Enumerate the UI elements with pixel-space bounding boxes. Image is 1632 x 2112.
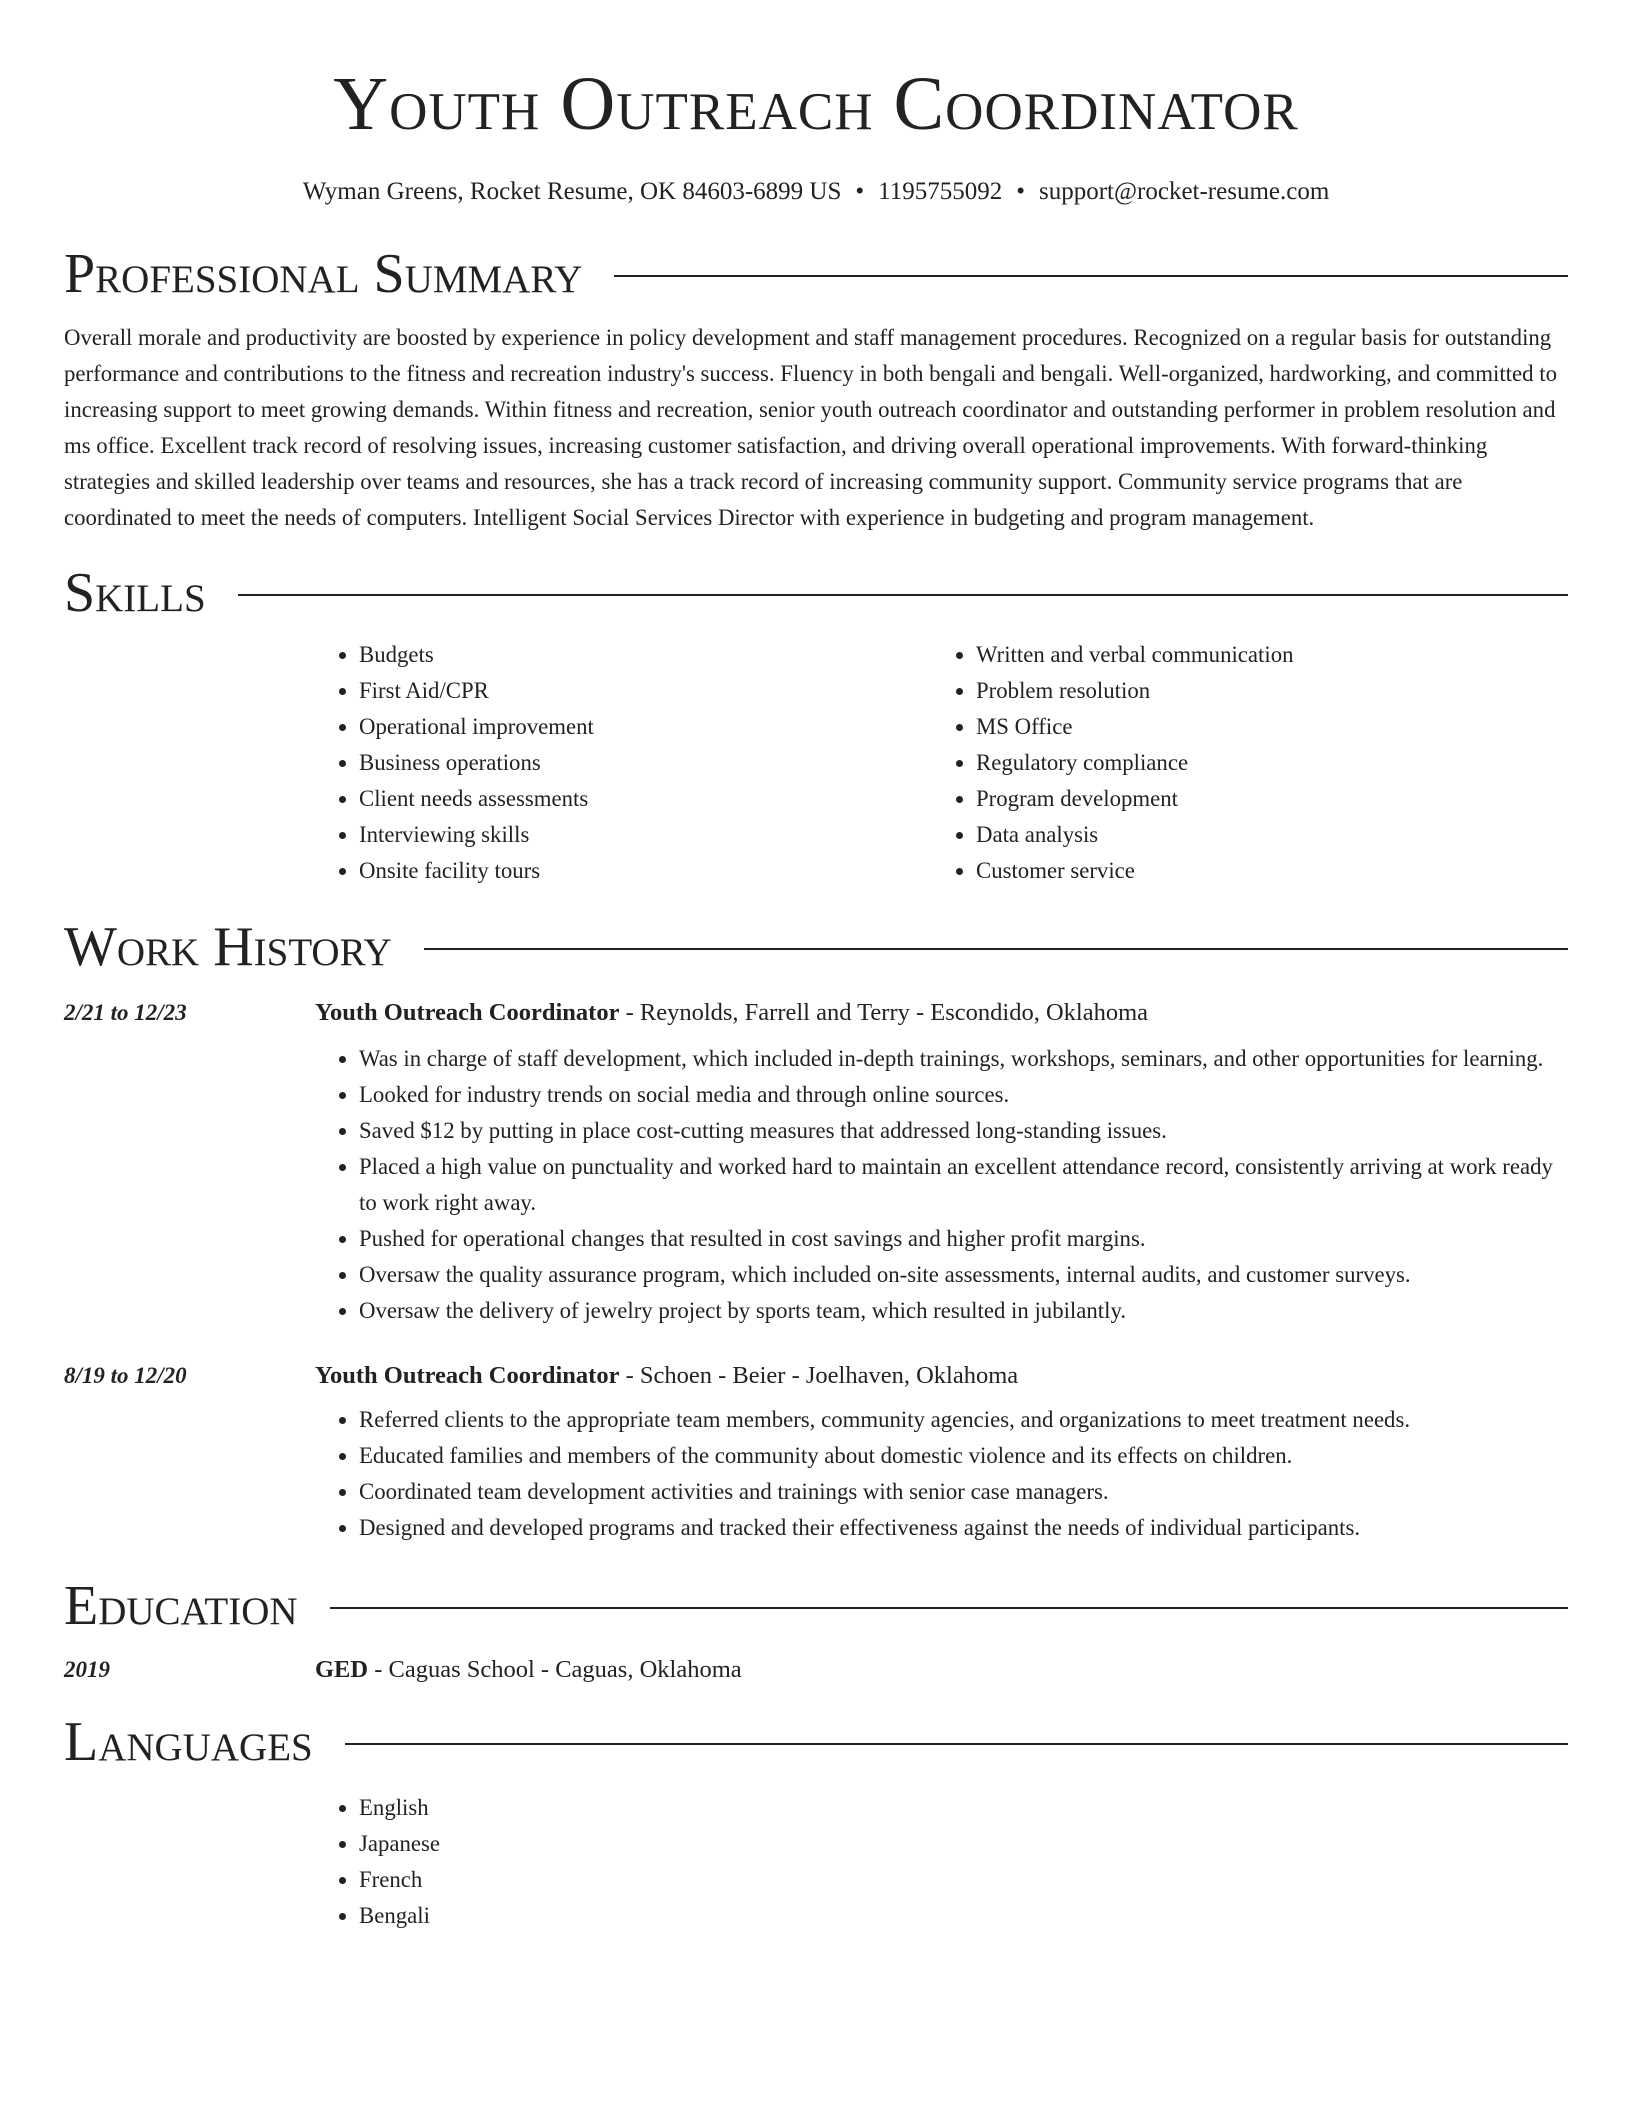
contact-address: Wyman Greens, Rocket Resume, OK 84603-6899 US xyxy=(302,178,842,205)
section-divider xyxy=(614,275,1568,277)
job-title: Youth Outreach Coordinator xyxy=(315,1362,620,1389)
job-bullet: • Referred clients to the appropriate team members, community agencies, and organizations to meet treatment needs. xyxy=(359,1402,1568,1438)
language-item: • French xyxy=(359,1862,1568,1898)
skill-item: • Interviewing skills xyxy=(359,817,932,853)
education-school: - Caguas School - Caguas, Oklahoma xyxy=(368,1656,742,1683)
skill-item: • Problem resolution xyxy=(976,673,1568,709)
job-bullet: • Educated families and members of the community about domestic violence and its effects on children. xyxy=(359,1438,1568,1474)
resume-title: Youth Outreach Coordinator xyxy=(333,62,1299,146)
section-divider xyxy=(345,1743,1568,1745)
languages-list xyxy=(315,1790,1568,1934)
education-entry xyxy=(64,1656,1568,1684)
section-divider xyxy=(238,594,1568,596)
section-work-header xyxy=(64,915,1568,979)
skill-item: • Operational improvement xyxy=(359,709,932,745)
job-header xyxy=(64,999,1568,1027)
language-item: • Bengali xyxy=(359,1898,1568,1934)
job-bullets xyxy=(315,1402,1568,1546)
section-education-heading: Education xyxy=(64,1575,298,1637)
job-employer: - Schoen - Beier - Joelhaven, Oklahoma xyxy=(619,1362,1019,1389)
job-bullet: • Was in charge of staff development, which included in-depth trainings, workshops, seminars, and other opportunities for learning. xyxy=(359,1041,1568,1077)
skills-column-right xyxy=(932,637,1568,889)
contact-line xyxy=(64,176,1568,208)
skill-item: • First Aid/CPR xyxy=(359,673,932,709)
section-work-heading: Work History xyxy=(64,916,392,978)
job-bullet: • Saved $12 by putting in place cost-cutting measures that addressed long-standing issues. xyxy=(359,1113,1568,1149)
job-employer: - Reynolds, Farrell and Terry - Escondido, Oklahoma xyxy=(619,999,1148,1026)
skill-item: • Written and verbal communication xyxy=(976,637,1568,673)
job-dates: 2/21 to 12/23 xyxy=(64,1000,187,1025)
job-title-line xyxy=(315,1362,1018,1390)
job-bullet: • Coordinated team development activities and trainings with senior case managers. xyxy=(359,1474,1568,1510)
section-summary-header xyxy=(64,242,1568,306)
skill-item: • Client needs assessments xyxy=(359,781,932,817)
job-entry xyxy=(64,1362,1568,1546)
education-line xyxy=(315,1656,742,1684)
contact-separator: • xyxy=(855,178,865,205)
education-year: 2019 xyxy=(64,1657,110,1682)
job-title: Youth Outreach Coordinator xyxy=(315,999,620,1026)
skill-item: • Budgets xyxy=(359,637,932,673)
job-bullets xyxy=(315,1041,1568,1329)
section-skills-header xyxy=(64,561,1568,625)
skill-item: • MS Office xyxy=(976,709,1568,745)
job-dates: 8/19 to 12/20 xyxy=(64,1363,187,1388)
section-languages-heading: Languages xyxy=(64,1711,313,1773)
section-divider xyxy=(330,1607,1568,1609)
language-item: • English xyxy=(359,1790,1568,1826)
section-languages-header xyxy=(64,1710,1568,1774)
job-bullet: • Placed a high value on punctuality and worked hard to maintain an excellent attendance record, consistently arriving at work ready to work right away. xyxy=(359,1149,1568,1221)
contact-separator: • xyxy=(1016,178,1025,205)
language-item: • Japanese xyxy=(359,1826,1568,1862)
section-education-header xyxy=(64,1574,1568,1638)
section-divider xyxy=(424,948,1568,950)
job-bullet: • Designed and developed programs and tracked their effectiveness against the needs of individual participants. xyxy=(359,1510,1568,1546)
job-bullet: • Looked for industry trends on social media and through online sources. xyxy=(359,1077,1568,1113)
skill-item: • Program development xyxy=(976,781,1568,817)
job-bullet: • Oversaw the quality assurance program, which included on-site assessments, internal audits, and customer surveys. xyxy=(359,1257,1568,1293)
contact-phone: 1195755092 xyxy=(878,178,1003,205)
job-title-line xyxy=(315,999,1148,1027)
skill-item: • Regulatory compliance xyxy=(976,745,1568,781)
skill-item: • Customer service xyxy=(976,853,1568,889)
skill-item: • Data analysis xyxy=(976,817,1568,853)
job-entry xyxy=(64,999,1568,1329)
job-bullet: • Oversaw the delivery of jewelry project by sports team, which resulted in jubilantly. xyxy=(359,1293,1568,1329)
education-degree: GED xyxy=(315,1656,369,1683)
skills-column-left xyxy=(315,637,932,889)
contact-email: support@rocket-resume.com xyxy=(1039,178,1330,205)
job-header xyxy=(64,1362,1568,1390)
summary-text: Overall morale and productivity are boosted by experience in policy development and staff management procedures. Recognized on a regular basis for outstanding performance and contributions to the fitness and recreation industry's success. Fluency in both bengali and bengali. Well-organized, hardworking, and committed to increasing support to meet growing demands. Within fitness and recreation, senior youth outreach coordinator and outstanding performer in problem resolution and ms office. Excellent track record of resolving issues, increasing customer satisfaction, and driving overall operational improvements. With forward-thinking strategies and skilled leadership over teams and resources, she has a track record of increasing community support. Community service programs that are coordinated to meet the needs of computers. Intelligent Social Services Director with experience in budgeting and program management. xyxy=(64,325,1557,530)
skill-item: • Onsite facility tours xyxy=(359,853,932,889)
section-skills-heading: Skills xyxy=(64,562,206,624)
skills-list xyxy=(315,637,1568,889)
section-summary-heading: Professional Summary xyxy=(64,243,583,305)
job-bullet: • Pushed for operational changes that resulted in cost savings and higher profit margins. xyxy=(359,1221,1568,1257)
skill-item: • Business operations xyxy=(359,745,932,781)
